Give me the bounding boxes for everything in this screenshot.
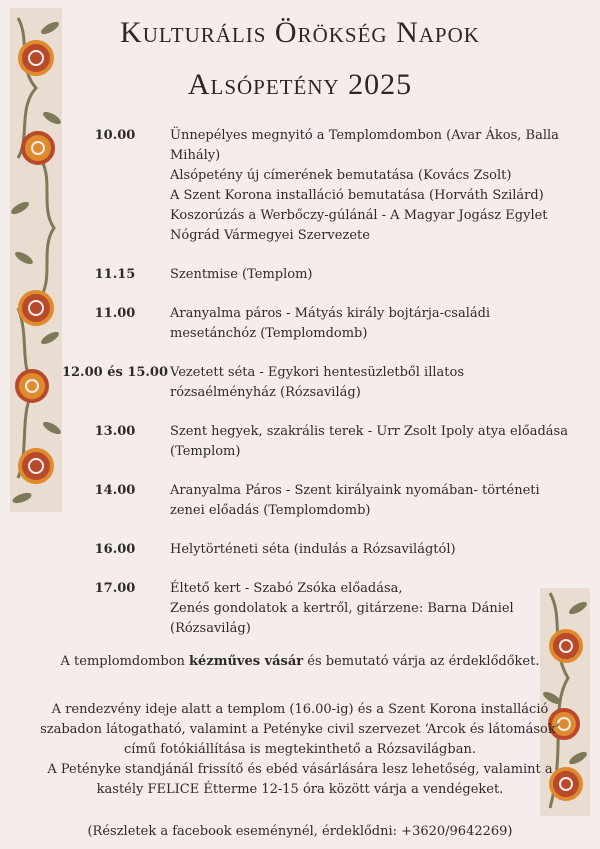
info-line: kastély FELICE Étterme 12-15 óra között várja a vendégeket. — [96, 782, 504, 797]
schedule-description-line: Alsópetény új címerének bemutatása (Kovács Zsolt) — [170, 168, 512, 183]
schedule-description-line: Szentmise (Templom) — [170, 267, 313, 282]
schedule-description-line: A Szent Korona installáció bemutatása (Horváth Szilárd) — [170, 188, 544, 203]
schedule-item — [60, 265, 580, 285]
schedule-item — [60, 126, 580, 246]
schedule-item — [60, 481, 580, 521]
schedule-description-line: (Templom) — [170, 444, 241, 459]
schedule-time: 11.00 — [94, 306, 136, 321]
schedule-item — [60, 579, 580, 639]
schedule-description-line: rózsaélményház (Rózsavilág) — [170, 385, 361, 400]
info-line: A Petényke standjánál frissítő és ebéd vásárlására lesz lehetőség, valamint a — [47, 762, 553, 777]
schedule-description-line: zenei előadás (Templomdomb) — [170, 503, 371, 518]
market-note — [0, 652, 600, 672]
info-line: A rendezvény ideje alatt a templom (16.00-ig) és a Szent Korona installáció — [51, 702, 549, 717]
schedule-list — [60, 126, 580, 658]
info-line: szabadon látogatható, valamint a Petényke civil szervezet ‘Arcok és látomások’ — [40, 722, 560, 737]
schedule-description-line: Szent hegyek, szakrális terek - Urr Zsolt Ipoly atya előadása — [170, 424, 568, 439]
schedule-description-line: Aranyalma Páros - Szent királyaink nyomában- történeti — [170, 483, 540, 498]
schedule-description — [170, 304, 580, 344]
schedule-description-line: Éltető kert - Szabó Zsóka előadása, — [170, 581, 403, 596]
schedule-item — [60, 422, 580, 462]
schedule-time: 13.00 — [94, 424, 136, 439]
info-paragraph — [0, 700, 600, 800]
schedule-description-line: Ünnepélyes megnyitó a Templomdombon (Avar Ákos, Balla — [170, 128, 559, 143]
schedule-description — [170, 540, 580, 560]
schedule-time: 11.15 — [94, 267, 136, 282]
schedule-description — [170, 422, 580, 462]
page-title: Kulturális Örökség Napok — [120, 16, 480, 49]
schedule-description — [170, 481, 580, 521]
schedule-time: 12.00 és 15.00 — [61, 365, 169, 380]
schedule-description-line: Koszorúzás a Werbőczy-gúlánál - A Magyar Jogász Egylet — [170, 208, 548, 223]
schedule-description-line: Helytörténeti séta (indulás a Rózsavilágtól) — [170, 542, 456, 557]
schedule-description-line: Aranyalma páros - Mátyás király bojtárja-családi — [170, 306, 491, 321]
market-text-bold: kézműves vásár — [189, 654, 304, 669]
schedule-description — [170, 265, 580, 285]
schedule-time: 17.00 — [94, 581, 136, 596]
schedule-item — [60, 304, 580, 344]
schedule-description — [170, 579, 580, 639]
schedule-description-line: Vezetett séta - Egykori hentesüzletből illatos — [170, 365, 464, 380]
schedule-item — [60, 540, 580, 560]
schedule-description-line: (Rózsavilág) — [170, 621, 251, 636]
schedule-time: 10.00 — [94, 128, 136, 143]
market-text-before: A templomdombon — [60, 654, 190, 669]
schedule-time: 16.00 — [94, 542, 136, 557]
schedule-description — [170, 126, 580, 246]
schedule-description-line: Mihály) — [170, 148, 221, 163]
schedule-description-line: Nógrád Vármegyei Szervezete — [170, 228, 370, 243]
schedule-description — [170, 363, 580, 403]
schedule-time: 14.00 — [94, 483, 136, 498]
market-text-after: és bemutató várja az érdeklődőket. — [303, 654, 540, 669]
schedule-item — [60, 363, 580, 403]
page-subtitle: Alsópetény 2025 — [187, 68, 413, 101]
contact-line: (Részletek a facebook eseménynél, érdeklődni: +3620/9642269) — [87, 824, 513, 839]
schedule-description-line: Zenés gondolatok a kertről, gitárzene: Barna Dániel — [170, 601, 514, 616]
info-line: című fotókiállítása is megtekinthető a Rózsavilágban. — [124, 742, 476, 757]
schedule-description-line: mesetánchóz (Templomdomb) — [170, 326, 368, 341]
